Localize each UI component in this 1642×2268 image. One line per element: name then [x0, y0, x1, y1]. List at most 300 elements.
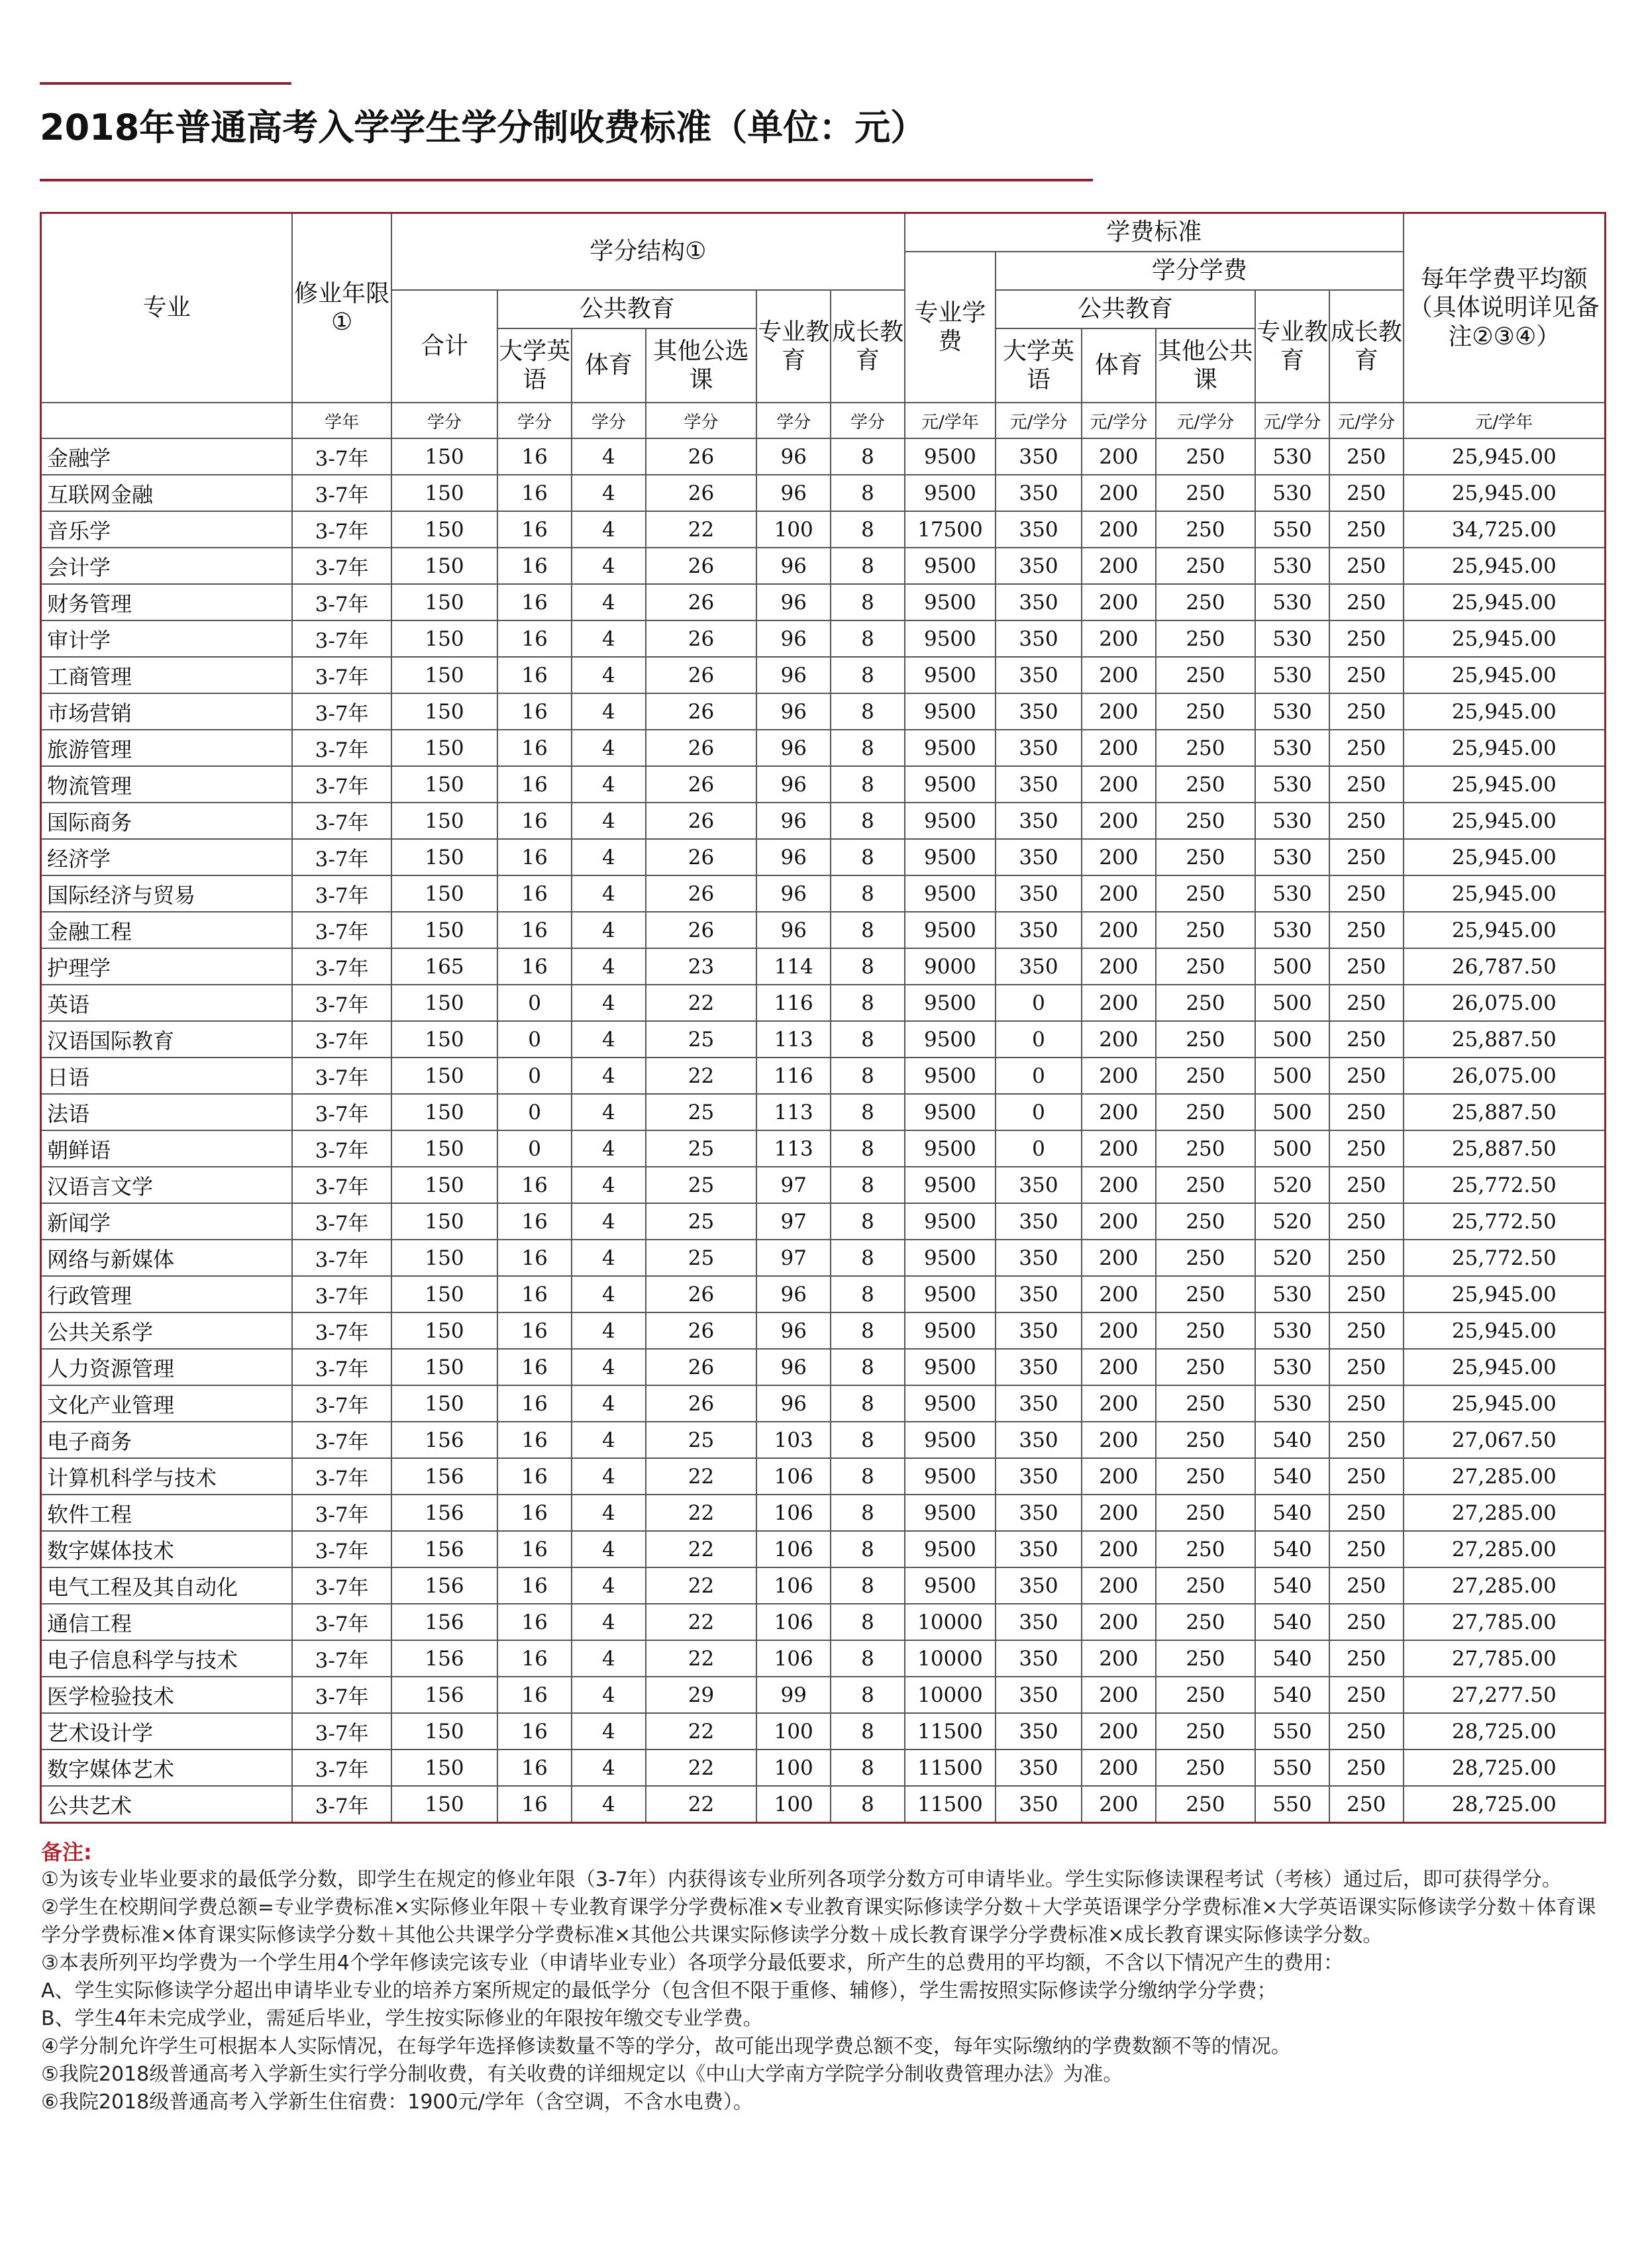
table-cell: 250	[1156, 730, 1255, 766]
table-cell: 250	[1329, 657, 1404, 693]
table-cell: 16	[497, 839, 572, 875]
table-cell: 156	[391, 1640, 498, 1677]
table-cell: 26	[646, 693, 757, 730]
table-cell: 8	[831, 1640, 905, 1677]
major-name-cell: 互联网金融	[41, 475, 293, 511]
major-name-cell: 金融学	[41, 438, 293, 475]
table-cell: 8	[831, 1349, 905, 1385]
table-cell: 156	[391, 1422, 498, 1458]
major-name-cell: 金融工程	[41, 912, 293, 948]
table-cell: 8	[831, 1276, 905, 1312]
table-cell: 200	[1082, 548, 1156, 584]
table-cell: 113	[756, 1130, 831, 1167]
table-cell: 540	[1255, 1422, 1329, 1458]
table-cell: 250	[1329, 1567, 1404, 1604]
table-cell: 350	[996, 1203, 1082, 1240]
table-cell: 250	[1329, 1240, 1404, 1276]
unit-cell: 元/学分	[1329, 403, 1404, 438]
table-cell: 9500	[905, 766, 996, 803]
table-cell: 150	[391, 1750, 498, 1786]
table-cell: 9500	[905, 1167, 996, 1203]
table-cell: 8	[831, 584, 905, 620]
table-cell: 8	[831, 803, 905, 839]
table-cell: 22	[646, 511, 757, 548]
table-cell: 3-7年	[292, 1531, 391, 1567]
table-cell: 8	[831, 693, 905, 730]
table-cell: 10000	[905, 1677, 996, 1713]
table-cell: 97	[756, 1167, 831, 1203]
table-cell: 16	[497, 1677, 572, 1713]
major-name-cell: 英语	[41, 985, 293, 1021]
major-name-cell: 国际经济与贸易	[41, 875, 293, 912]
table-cell: 250	[1156, 803, 1255, 839]
header-credit-fee: 学分学费	[996, 252, 1404, 290]
table-cell: 4	[572, 985, 646, 1021]
table-cell: 530	[1255, 1276, 1329, 1312]
table-cell: 9500	[905, 693, 996, 730]
major-name-cell: 网络与新媒体	[41, 1240, 293, 1276]
table-cell: 156	[391, 1458, 498, 1495]
table-cell: 250	[1156, 1167, 1255, 1203]
table-cell: 3-7年	[292, 1021, 391, 1058]
table-cell: 250	[1156, 475, 1255, 511]
table-cell: 27,285.00	[1404, 1458, 1606, 1495]
major-name-cell: 国际商务	[41, 803, 293, 839]
table-cell: 25,945.00	[1404, 839, 1606, 875]
table-cell: 150	[391, 475, 498, 511]
table-cell: 350	[996, 803, 1082, 839]
table-cell: 250	[1156, 1021, 1255, 1058]
table-cell: 26	[646, 1349, 757, 1385]
table-cell: 150	[391, 1167, 498, 1203]
table-cell: 16	[497, 1750, 572, 1786]
table-cell: 3-7年	[292, 548, 391, 584]
table-cell: 200	[1082, 1167, 1156, 1203]
header-major: 专业	[41, 213, 293, 403]
table-cell: 200	[1082, 1713, 1156, 1750]
table-cell: 8	[831, 438, 905, 475]
table-cell: 8	[831, 1240, 905, 1276]
table-cell: 150	[391, 1713, 498, 1750]
table-cell: 106	[756, 1531, 831, 1567]
table-cell: 156	[391, 1677, 498, 1713]
table-cell: 9500	[905, 1021, 996, 1058]
table-cell: 150	[391, 912, 498, 948]
table-row	[41, 657, 1606, 693]
table-cell: 350	[996, 730, 1082, 766]
table-cell: 8	[831, 1677, 905, 1713]
table-cell: 28,725.00	[1404, 1713, 1606, 1750]
table-cell: 530	[1255, 475, 1329, 511]
header-major-fee: 专业学费	[905, 252, 996, 403]
table-cell: 4	[572, 1495, 646, 1531]
major-name-cell: 文化产业管理	[41, 1385, 293, 1422]
table-cell: 165	[391, 948, 498, 985]
table-cell: 26	[646, 730, 757, 766]
major-name-cell: 日语	[41, 1058, 293, 1094]
table-row	[41, 1021, 1606, 1058]
table-cell: 250	[1156, 693, 1255, 730]
table-cell: 9500	[905, 1422, 996, 1458]
table-cell: 500	[1255, 948, 1329, 985]
table-cell: 250	[1156, 511, 1255, 548]
table-cell: 96	[756, 1349, 831, 1385]
table-cell: 530	[1255, 620, 1329, 657]
note-item: ①为该专业毕业要求的最低学分数，即学生在规定的修业年限（3-7年）内获得该专业所列各项学分数方可申请毕业。学生实际修读课程考试（考核）通过后，即可获得学分。	[41, 1868, 1562, 1891]
header-pe: 体育	[572, 328, 646, 403]
table-cell: 3-7年	[292, 730, 391, 766]
table-cell: 16	[497, 1786, 572, 1823]
table-cell: 27,285.00	[1404, 1495, 1606, 1531]
table-cell: 150	[391, 1349, 498, 1385]
header-years: 修业年限①	[292, 213, 391, 403]
table-cell: 250	[1156, 584, 1255, 620]
table-cell: 250	[1156, 1750, 1255, 1786]
table-cell: 250	[1156, 1495, 1255, 1531]
table-cell: 3-7年	[292, 1240, 391, 1276]
table-cell: 16	[497, 1567, 572, 1604]
table-cell: 250	[1329, 1786, 1404, 1823]
table-cell: 16	[497, 620, 572, 657]
unit-cell: 元/学分	[1255, 403, 1329, 438]
table-cell: 25,945.00	[1404, 438, 1606, 475]
table-cell: 200	[1082, 1058, 1156, 1094]
table-cell: 3-7年	[292, 1458, 391, 1495]
table-cell: 9500	[905, 1349, 996, 1385]
table-cell: 250	[1329, 803, 1404, 839]
table-cell: 0	[497, 985, 572, 1021]
table-cell: 25	[646, 1203, 757, 1240]
table-cell: 530	[1255, 1385, 1329, 1422]
table-cell: 25,945.00	[1404, 1312, 1606, 1349]
table-cell: 4	[572, 1167, 646, 1203]
major-name-cell: 汉语国际教育	[41, 1021, 293, 1058]
table-cell: 200	[1082, 475, 1156, 511]
table-cell: 3-7年	[292, 803, 391, 839]
table-cell: 200	[1082, 1422, 1156, 1458]
table-row	[41, 1422, 1606, 1458]
table-cell: 96	[756, 475, 831, 511]
table-cell: 106	[756, 1458, 831, 1495]
table-cell: 250	[1156, 985, 1255, 1021]
table-cell: 3-7年	[292, 1786, 391, 1823]
table-cell: 3-7年	[292, 693, 391, 730]
table-cell: 200	[1082, 693, 1156, 730]
table-cell: 250	[1156, 1531, 1255, 1567]
table-cell: 10000	[905, 1640, 996, 1677]
table-cell: 96	[756, 693, 831, 730]
table-cell: 350	[996, 1312, 1082, 1349]
table-cell: 8	[831, 1567, 905, 1604]
table-cell: 250	[1329, 1677, 1404, 1713]
table-cell: 4	[572, 1094, 646, 1130]
table-cell: 550	[1255, 1750, 1329, 1786]
table-cell: 96	[756, 839, 831, 875]
table-cell: 250	[1329, 1130, 1404, 1167]
table-cell: 350	[996, 511, 1082, 548]
table-cell: 540	[1255, 1640, 1329, 1677]
table-cell: 16	[497, 1495, 572, 1531]
table-cell: 350	[996, 1640, 1082, 1677]
table-cell: 25	[646, 1167, 757, 1203]
header-major-edu: 专业教育	[756, 290, 831, 403]
table-cell: 8	[831, 730, 905, 766]
unit-cell: 学分	[497, 403, 572, 438]
table-cell: 96	[756, 438, 831, 475]
table-cell: 9500	[905, 1130, 996, 1167]
table-cell: 150	[391, 766, 498, 803]
table-cell: 250	[1156, 1312, 1255, 1349]
major-name-cell: 行政管理	[41, 1276, 293, 1312]
table-cell: 22	[646, 1495, 757, 1531]
table-cell: 200	[1082, 1750, 1156, 1786]
table-cell: 3-7年	[292, 1349, 391, 1385]
table-cell: 3-7年	[292, 1604, 391, 1640]
table-row	[41, 1240, 1606, 1276]
table-cell: 250	[1329, 1640, 1404, 1677]
table-cell: 350	[996, 1495, 1082, 1531]
table-cell: 22	[646, 1640, 757, 1677]
table-cell: 150	[391, 1312, 498, 1349]
table-cell: 350	[996, 548, 1082, 584]
table-cell: 9500	[905, 1495, 996, 1531]
table-cell: 4	[572, 475, 646, 511]
table-row	[41, 1677, 1606, 1713]
table-cell: 22	[646, 985, 757, 1021]
table-row	[41, 1094, 1606, 1130]
table-cell: 150	[391, 1276, 498, 1312]
table-cell: 350	[996, 948, 1082, 985]
table-cell: 8	[831, 1713, 905, 1750]
table-cell: 200	[1082, 1495, 1156, 1531]
table-cell: 25	[646, 1130, 757, 1167]
table-cell: 25,945.00	[1404, 875, 1606, 912]
table-cell: 8	[831, 875, 905, 912]
table-cell: 9500	[905, 584, 996, 620]
table-cell: 22	[646, 1531, 757, 1567]
table-cell: 4	[572, 1458, 646, 1495]
table-cell: 4	[572, 1786, 646, 1823]
table-cell: 9000	[905, 948, 996, 985]
table-cell: 100	[756, 1750, 831, 1786]
table-cell: 350	[996, 1750, 1082, 1786]
table-cell: 200	[1082, 438, 1156, 475]
table-cell: 16	[497, 475, 572, 511]
table-row	[41, 1130, 1606, 1167]
table-cell: 9500	[905, 657, 996, 693]
table-cell: 250	[1329, 1458, 1404, 1495]
table-cell: 200	[1082, 657, 1156, 693]
table-row	[41, 1167, 1606, 1203]
table-cell: 350	[996, 438, 1082, 475]
table-cell: 200	[1082, 511, 1156, 548]
header-growth-edu: 成长教育	[831, 290, 905, 403]
table-cell: 16	[497, 1240, 572, 1276]
table-cell: 540	[1255, 1677, 1329, 1713]
major-name-cell: 数字媒体技术	[41, 1531, 293, 1567]
header-major-edu-fee: 专业教育	[1255, 290, 1329, 403]
table-cell: 16	[497, 803, 572, 839]
header-total: 合计	[391, 290, 498, 403]
table-cell: 4	[572, 1640, 646, 1677]
table-cell: 3-7年	[292, 948, 391, 985]
major-name-cell: 人力资源管理	[41, 1349, 293, 1385]
table-cell: 116	[756, 985, 831, 1021]
table-cell: 250	[1156, 912, 1255, 948]
table-cell: 200	[1082, 948, 1156, 985]
table-cell: 250	[1156, 766, 1255, 803]
table-cell: 530	[1255, 548, 1329, 584]
table-cell: 150	[391, 1021, 498, 1058]
table-cell: 96	[756, 1385, 831, 1422]
table-cell: 250	[1329, 1604, 1404, 1640]
table-cell: 9500	[905, 1567, 996, 1604]
table-cell: 8	[831, 948, 905, 985]
notes	[41, 1838, 1606, 2116]
table-cell: 200	[1082, 620, 1156, 657]
table-cell: 16	[497, 584, 572, 620]
table-row	[41, 1458, 1606, 1495]
note-item: A、学生实际修读学分超出申请毕业专业的培养方案所规定的最低学分（包含但不限于重修、辅修），学生需按照实际修读学分缴纳学分学费；	[41, 1979, 1277, 2002]
table-cell: 16	[497, 1604, 572, 1640]
table-cell: 26	[646, 1385, 757, 1422]
table-cell: 4	[572, 1422, 646, 1458]
table-cell: 26	[646, 766, 757, 803]
table-cell: 100	[756, 1713, 831, 1750]
table-cell: 250	[1156, 1677, 1255, 1713]
table-cell: 250	[1156, 948, 1255, 985]
table-cell: 350	[996, 584, 1082, 620]
table-cell: 156	[391, 1531, 498, 1567]
table-cell: 250	[1329, 985, 1404, 1021]
table-cell: 350	[996, 875, 1082, 912]
table-cell: 8	[831, 766, 905, 803]
table-row	[41, 1058, 1606, 1094]
table-cell: 26,075.00	[1404, 985, 1606, 1021]
table-cell: 25	[646, 1094, 757, 1130]
table-row	[41, 1531, 1606, 1567]
major-name-cell: 电气工程及其自动化	[41, 1567, 293, 1604]
table-cell: 4	[572, 1130, 646, 1167]
table-cell: 25,772.50	[1404, 1203, 1606, 1240]
table-cell: 4	[572, 912, 646, 948]
table-cell: 103	[756, 1422, 831, 1458]
table-cell: 27,067.50	[1404, 1422, 1606, 1458]
header-credit-structure: 学分结构①	[391, 213, 905, 291]
table-cell: 26	[646, 548, 757, 584]
table-cell: 150	[391, 693, 498, 730]
table-cell: 25,945.00	[1404, 1385, 1606, 1422]
table-cell: 99	[756, 1677, 831, 1713]
table-cell: 250	[1156, 1567, 1255, 1604]
table-cell: 250	[1329, 1349, 1404, 1385]
major-name-cell: 会计学	[41, 548, 293, 584]
table-cell: 150	[391, 548, 498, 584]
note-item: ②学生在校期间学费总额=专业学费标准×实际修业年限＋专业教育课学分学费标准×专业教育课实际修读学分数＋大学英语课学分学费标准×大学英语课实际修读学分数＋体育课学分学费标准×体育课实际修读学分数＋其他公共课学分学费标准×其他公共课实际修读学分数＋成长教育课学分学费标准×成长教育课实际修读学分数。	[41, 1896, 1596, 1947]
title-top-rule	[40, 82, 291, 85]
table-cell: 3-7年	[292, 875, 391, 912]
table-cell: 8	[831, 1312, 905, 1349]
table-cell: 250	[1156, 1240, 1255, 1276]
table-cell: 8	[831, 548, 905, 584]
table-cell: 250	[1329, 912, 1404, 948]
header-public-edu-fee: 公共教育	[996, 290, 1255, 328]
major-name-cell: 电子信息科学与技术	[41, 1640, 293, 1677]
header-pe-fee: 体育	[1082, 328, 1156, 403]
table-cell: 11500	[905, 1713, 996, 1750]
table-cell: 8	[831, 1495, 905, 1531]
table-cell: 8	[831, 1203, 905, 1240]
table-cell: 350	[996, 1531, 1082, 1567]
table-cell: 200	[1082, 1677, 1156, 1713]
table-cell: 250	[1329, 1385, 1404, 1422]
table-cell: 9500	[905, 1458, 996, 1495]
table-cell: 200	[1082, 912, 1156, 948]
table-row	[41, 1567, 1606, 1604]
table-row	[41, 839, 1606, 875]
major-name-cell: 朝鲜语	[41, 1130, 293, 1167]
table-cell: 3-7年	[292, 438, 391, 475]
table-cell: 200	[1082, 1604, 1156, 1640]
table-row	[41, 1312, 1606, 1349]
table-cell: 4	[572, 548, 646, 584]
table-cell: 540	[1255, 1567, 1329, 1604]
table-cell: 27,277.50	[1404, 1677, 1606, 1713]
page-title: 2018年普通高考入学学生学分制收费标准（单位：元）	[40, 107, 927, 148]
table-cell: 200	[1082, 584, 1156, 620]
major-name-cell: 物流管理	[41, 766, 293, 803]
table-cell: 150	[391, 839, 498, 875]
table-cell: 200	[1082, 1640, 1156, 1677]
table-cell: 4	[572, 584, 646, 620]
table-cell: 350	[996, 1385, 1082, 1422]
table-cell: 9500	[905, 803, 996, 839]
table-cell: 250	[1156, 438, 1255, 475]
table-cell: 26,787.50	[1404, 948, 1606, 985]
table-cell: 350	[996, 1567, 1082, 1604]
table-cell: 3-7年	[292, 912, 391, 948]
header-fee-standard: 学费标准	[905, 213, 1404, 252]
table-cell: 250	[1156, 1604, 1255, 1640]
unit-cell: 学分	[646, 403, 757, 438]
table-cell: 540	[1255, 1458, 1329, 1495]
table-cell: 250	[1329, 584, 1404, 620]
table-row	[41, 1495, 1606, 1531]
table-cell: 16	[497, 1276, 572, 1312]
unit-cell: 学分	[391, 403, 498, 438]
major-name-cell: 软件工程	[41, 1495, 293, 1531]
table-cell: 350	[996, 693, 1082, 730]
table-cell: 27,785.00	[1404, 1640, 1606, 1677]
table-cell: 250	[1329, 548, 1404, 584]
table-cell: 25,772.50	[1404, 1240, 1606, 1276]
table-cell: 250	[1329, 1495, 1404, 1531]
major-name-cell: 旅游管理	[41, 730, 293, 766]
table-cell: 106	[756, 1604, 831, 1640]
major-name-cell: 公共关系学	[41, 1312, 293, 1349]
table-row	[41, 1203, 1606, 1240]
table-cell: 100	[756, 511, 831, 548]
table-cell: 22	[646, 1786, 757, 1823]
table-cell: 200	[1082, 766, 1156, 803]
table-cell: 3-7年	[292, 1130, 391, 1167]
table-cell: 530	[1255, 657, 1329, 693]
table-cell: 8	[831, 839, 905, 875]
table-cell: 250	[1156, 620, 1255, 657]
table-cell: 16	[497, 1640, 572, 1677]
note-item: ⑥我院2018级普通高考入学新生住宿费：1900元/学年（含空调，不含水电费）。	[41, 2091, 753, 2114]
table-cell: 150	[391, 620, 498, 657]
